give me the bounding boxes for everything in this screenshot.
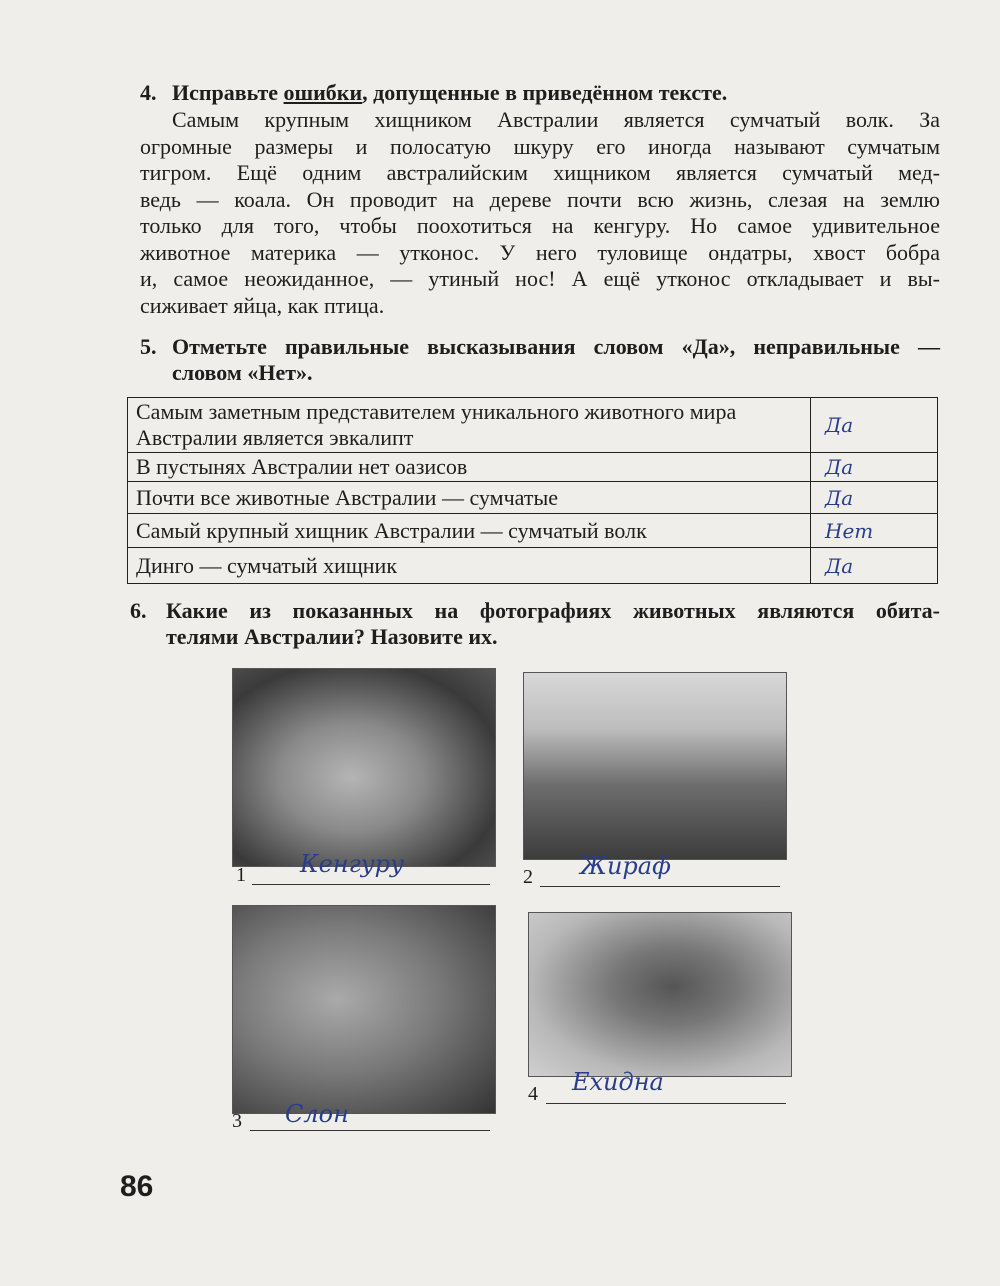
answer-line — [252, 884, 490, 885]
answer: Да — [811, 482, 938, 514]
table-row — [128, 398, 938, 453]
statement: Самым заметным представителем уникального животного мира Австралии является эвкалипт — [128, 398, 811, 453]
task4-line: ведь — коала. Он проводит на дереве почти всю жизнь, слезая на землю — [140, 187, 940, 212]
elephant-photo — [232, 905, 496, 1114]
statement: Динго — сумчатый хищник — [128, 548, 811, 584]
task4-title — [172, 80, 727, 106]
answer: Да — [811, 548, 938, 584]
answer-line — [546, 1103, 786, 1104]
photo-label: 1 — [236, 864, 246, 886]
table-row — [128, 453, 938, 482]
handwritten-answer: Слон — [285, 1100, 349, 1128]
answer-line — [250, 1130, 490, 1131]
handwritten-answer: Жираф — [580, 852, 671, 880]
handwritten-answer: Кенгуру — [300, 850, 404, 878]
yes-no-table — [127, 397, 938, 584]
answer: Нет — [811, 514, 938, 548]
answer: Да — [811, 453, 938, 482]
handwritten-answer: Ехидна — [572, 1068, 664, 1096]
statement: Почти все животные Австралии — сумчатые — [128, 482, 811, 514]
kangaroo-photo — [232, 668, 496, 867]
statement: Самый крупный хищник Австралии — сумчатый волк — [128, 514, 811, 548]
task4-line: огромные размеры и полосатую шкуру его иногда называют сумчатым — [140, 134, 940, 159]
task4-title-post: , допущенные в приведённом тексте. — [362, 80, 728, 105]
task4-title-pre: Исправьте — [172, 80, 284, 105]
task5-title: словом «Нет». — [172, 360, 313, 385]
answer-line — [540, 886, 780, 887]
answer: Да — [811, 398, 938, 453]
table-row — [128, 514, 938, 548]
page-number: 86 — [120, 1170, 154, 1203]
task6-title: телями Австралии? Назовите их. — [166, 624, 498, 649]
echidna-photo — [528, 912, 792, 1077]
photo-label: 4 — [528, 1083, 538, 1105]
task4-line: сиживает яйца, как птица. — [140, 293, 385, 318]
table-row — [128, 482, 938, 514]
photo-label: 2 — [523, 866, 533, 888]
table-row — [128, 548, 938, 584]
task4-line: и, самое неожиданное, — утиный нос! А ещё утконос откладывает и вы- — [140, 266, 940, 291]
task4-line: тигром. Ещё одним австралийским хищником является сумчатый мед- — [140, 160, 940, 185]
task5-title: Отметьте правильные высказывания словом «Да», неправильные — — [172, 334, 940, 359]
giraffe-photo — [523, 672, 787, 860]
task4-number: 4. — [140, 80, 157, 105]
task4-line: животное материка — утконос. У него туловище ондатры, хвост бобра — [140, 240, 940, 265]
task5-number: 5. — [140, 334, 157, 359]
task4-line: Самым крупным хищником Австралии является сумчатый волк. За — [172, 107, 940, 132]
task6-number: 6. — [130, 598, 147, 623]
task4-title-underlined: ошибки — [283, 80, 363, 105]
task4-line: только для того, чтобы поохотиться на кенгуру. Но самое удивительное — [140, 213, 940, 238]
statement: В пустынях Австралии нет оазисов — [128, 453, 811, 482]
task6-title: Какие из показанных на фотографиях животных являются обита- — [166, 598, 940, 623]
photo-label: 3 — [232, 1110, 242, 1132]
